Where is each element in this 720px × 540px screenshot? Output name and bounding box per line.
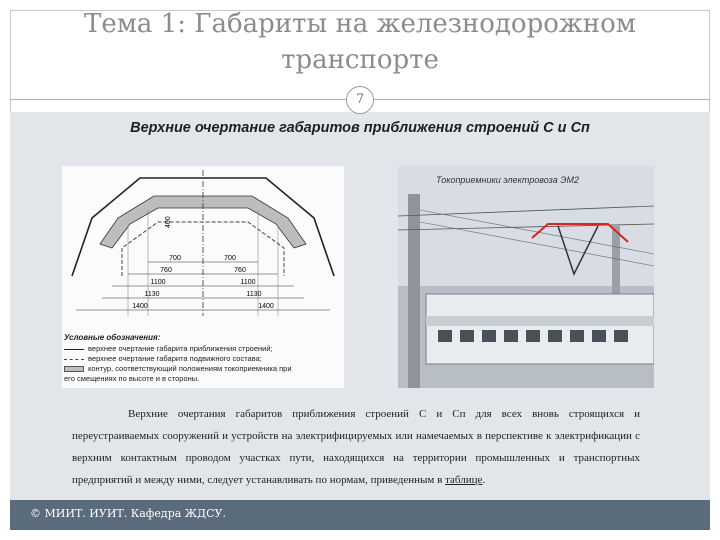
solid-line-symbol	[64, 349, 84, 350]
hatch-symbol	[64, 366, 84, 372]
dim-1100-left: 1100	[150, 279, 166, 286]
dim-1100-right: 1100	[240, 279, 256, 286]
slide-number: 7	[346, 86, 374, 114]
legend	[64, 333, 344, 384]
locomotive-photo	[398, 166, 654, 388]
dim-760-right: 760	[234, 267, 246, 274]
section-heading: Верхние очертание габаритов приближения строений С и Сп	[130, 120, 590, 136]
legend-item: его смещениях по высоте и в стороны.	[64, 374, 200, 383]
dim-700-right: 700	[224, 255, 236, 262]
dim-1130-right: 1130	[246, 291, 262, 298]
legend-item: контур, соответствующий положениям токоприемника при	[64, 364, 344, 374]
legend-title: Условные обозначения:	[64, 333, 161, 342]
body-paragraph: Верхние очертания габаритов приближения строений С и Сп для всех вновь строящихся и переустраиваемых сооружений и устройств на электрифицируемых или намечаемых в перспективе к электрификации с верхним контактным проводом участках пути, находящихся на территории промышленных и транспортных предприятий и между ними, следует устанавливать по нормам, приведенным в таблице.	[72, 408, 640, 486]
paragraph-text: Верхние очертания габаритов приближения строений С и Сп для всех вновь строящихся и переустраиваемых сооружений и устройств на электрифицируемых или намечаемых в перспективе к электрификации с верхним контактным проводом участках пути, находящихся на территории промышленных и транспортных предприятий и между ними, следует устанавливать по нормам, приведенным в	[72, 408, 640, 486]
photo-caption: Токоприемники электровоза ЭМ2	[436, 175, 580, 185]
dashed-line-symbol	[64, 359, 84, 360]
slide-title	[0, 6, 720, 78]
dim-1400-right: 1400	[258, 303, 274, 310]
dim-400-label: 400	[165, 216, 172, 228]
dim-1130-left: 1130	[144, 291, 160, 298]
table-link[interactable]: таблице	[445, 474, 483, 486]
title-line-2: транспорте	[281, 45, 439, 75]
dim-1400-left: 1400	[132, 303, 148, 310]
divider-left	[10, 99, 346, 100]
dim-760-left: 760	[160, 267, 172, 274]
legend-item: верхнее очертание габарита приближения строений;	[64, 344, 344, 354]
legend-item: верхнее очертание габарита подвижного состава;	[64, 354, 344, 364]
divider-right	[374, 99, 710, 100]
locomotive-photo-svg	[398, 166, 654, 388]
dim-700-left: 700	[169, 255, 181, 262]
title-line-1: Тема 1: Габариты на железнодорожном	[83, 9, 637, 39]
footer-copyright: © МИИТ. ИУИТ. Кафедра ЖДСУ.	[30, 507, 226, 520]
